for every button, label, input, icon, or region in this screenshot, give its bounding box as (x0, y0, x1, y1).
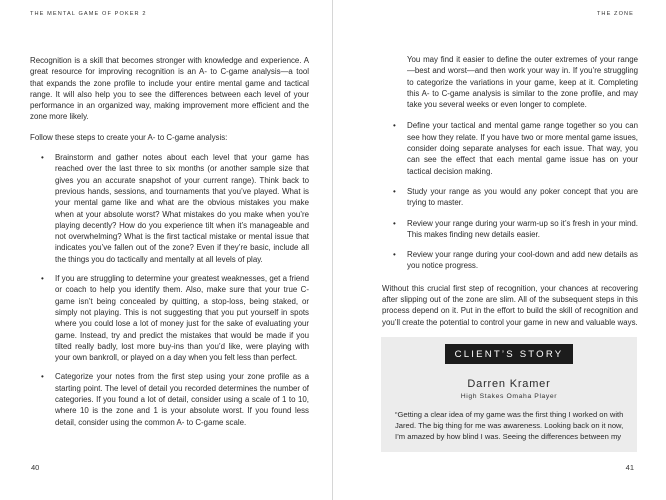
running-head-right: THE ZONE (596, 11, 634, 17)
list-item (41, 371, 309, 427)
bullet-icon: • (393, 250, 396, 260)
list-item-text: Study your range as you would any poker concept that you are trying to master. (407, 186, 638, 208)
closing-paragraph: Without this crucial first step of recognition, your chances at recovering after slipping out of the zone are slim. All of the subsequent steps in this process depend on it. Put in the effort to build the skill of recognition and you’ll create the potential to control your game in new and valuable ways. (382, 283, 638, 327)
right-page-body (382, 54, 638, 337)
list-item-text: Review your range during your warm-up so it’s fresh in your mind. This makes finding new details easier. (407, 218, 638, 239)
bullet-icon: • (393, 186, 396, 196)
continuation-paragraph: You may find it easier to define the outer extremes of your range—best and worst—and then work your way in. If you’re struggling to categorize the variations in your game, keep at it. Completing this A- to C-game analysis is similar to the zone profile, and may take you several weeks or even longer to complete. (407, 55, 638, 110)
list-item-text: Categorize your notes from the first step using your zone profile as a starting point. The level of detail you recorded determines the number of categories. If you found a lot of detail, consider using a scale of 1 to 10, where 10 is the zone and 1 is your absolute worst. If you found less detail, consider using the common A- to C-game scale. (55, 372, 309, 427)
clients-story-label: CLIENT’S STORY (445, 344, 573, 364)
list-item (41, 273, 309, 363)
list-item-text: Review your range during your cool-down and add new details as you notice progress. (407, 250, 638, 271)
bullet-icon: • (393, 121, 396, 131)
list-item (393, 186, 638, 209)
list-item (393, 218, 638, 241)
list-item-text: Brainstorm and gather notes about each level that your game has reached over the last three to six months (or another sample size that gives you an accurate snapshot of your current range). Think back to previous hands, sessions, and tournaments that you’ve played. What is your mental game like and what are the obvious mistakes you make when at your absolute worst? What mistakes do you make when you’re playing decently? How do you experience tilt when it’s manageable and not overwhelming? What is the first tactical mistake or mental issue that indicates you’ve fallen out of the zone? Even if they’re basic, include all the things you do tactically and mentally at all levels of play. (55, 153, 309, 264)
bullet-icon: • (393, 218, 396, 228)
client-name: Darren Kramer (467, 378, 551, 390)
list-item-text: Define your tactical and mental game range together so you can see how they relate. If you have two or more mental game issues, consider doing separate analyses for each issue. That way, you can see the effect that each mental game issue has on your tactical decision making. (407, 121, 638, 176)
list-item (393, 249, 638, 272)
range-list (382, 120, 638, 271)
clients-story-box (381, 337, 637, 452)
steps-list (30, 152, 309, 428)
steps-intro-paragraph: Follow these steps to create your A- to C-game analysis: (30, 132, 228, 142)
bullet-icon: • (41, 372, 44, 382)
list-item-text: If you are struggling to determine your greatest weaknesses, get a friend or coach to help you identify them. Also, make sure that your true C-game isn’t being concealed by quitting, a stop-loss, being staked, or simply not playing. This is not suggesting that you put yourself in spots where you could lose a lot of money just for the sake of evaluating your game. Instead, try and predict the mistakes that would be made if you tilted really badly, lost more buy-ins than you’d like, were playing with your own bankroll, or played on a day when you felt less than perfect. (55, 274, 309, 363)
intro-paragraph: Recognition is a skill that becomes stronger with knowledge and experience. A great resource for improving recognition is an A- to C-game analysis—a tool that expands the zone profile to include your entire mental game and tactical range. It will also help you to see the differences between each level of your performance in an organized way, making improvement more efficient and the zone more likely. (30, 56, 309, 122)
list-item (393, 120, 638, 176)
running-head-left: THE MENTAL GAME OF POKER 2 (30, 11, 147, 17)
page-number-right: 41 (625, 463, 634, 472)
bullet-icon: • (41, 153, 44, 163)
left-page-body (30, 55, 309, 436)
client-role: High Stakes Omaha Player (460, 393, 558, 400)
list-item (41, 152, 309, 265)
left-page (0, 0, 332, 500)
client-quote: “Getting a clear idea of my game was the first thing I worked on with Jared. The big thing for me was awareness. Looking back on it now, I’m amazed by how blind I was. Seeing the differences between my (395, 410, 624, 442)
bullet-icon: • (41, 274, 44, 284)
page-number-left: 40 (31, 463, 40, 472)
